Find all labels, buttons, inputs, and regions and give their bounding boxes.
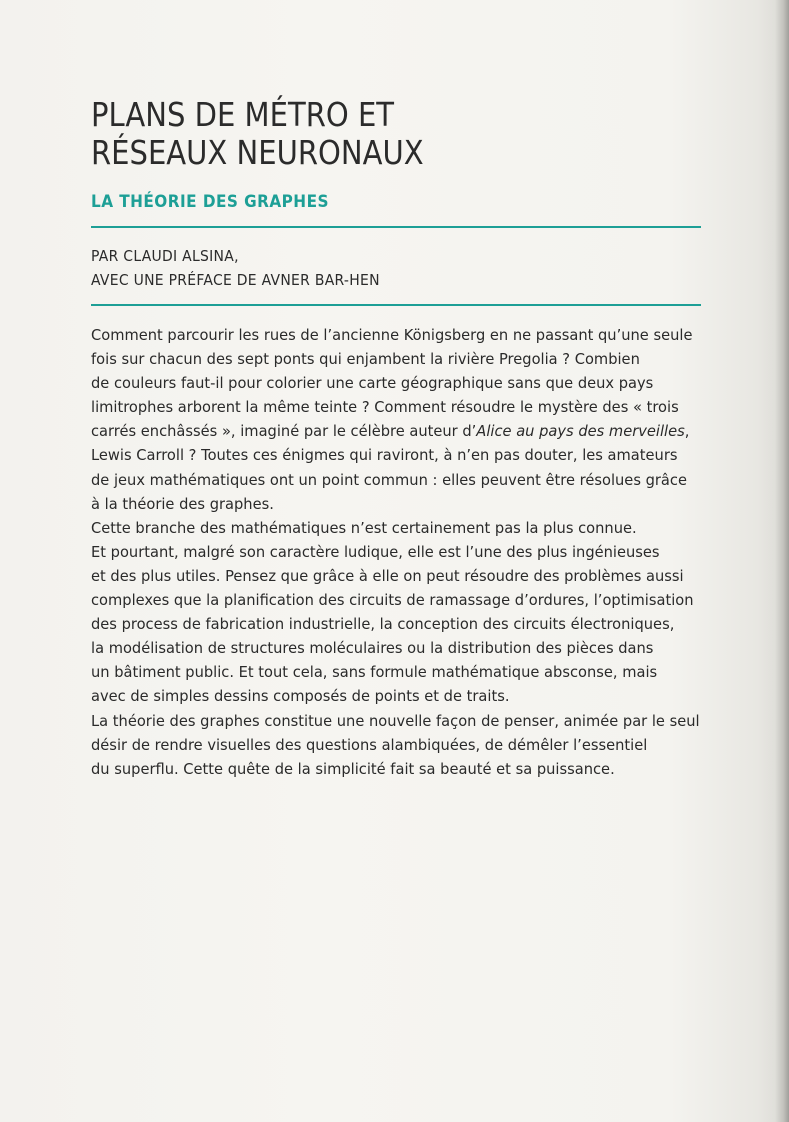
title-line-2: RÉSEAUX NEURONAUX bbox=[91, 133, 424, 172]
author-line: PAR CLAUDI ALSINA, bbox=[91, 247, 239, 265]
preface-line: AVEC UNE PRÉFACE DE AVNER BAR-HEN bbox=[91, 271, 380, 289]
blurb-line: et des plus utiles. Pensez que grâce à elle on peut résoudre des problèmes aussi bbox=[91, 566, 684, 585]
blurb-text-segment: , bbox=[684, 422, 690, 441]
blurb-line: fois sur chacun des sept ponts qui enjambent la rivière Pregolia ? Combien bbox=[91, 350, 640, 369]
blurb-line bbox=[91, 419, 715, 443]
book-reference-italic: Alice au pays des merveilles bbox=[476, 422, 685, 441]
blurb-line: Cette branche des mathématiques n’est certainement pas la plus connue. bbox=[91, 518, 637, 537]
book-title bbox=[91, 96, 698, 172]
divider-top bbox=[91, 226, 701, 228]
blurb-line: la modélisation de structures moléculaires ou la distribution des pièces dans bbox=[91, 639, 654, 658]
title-line-1: PLANS DE MÉTRO ET bbox=[91, 95, 395, 134]
blurb-line: de couleurs faut-il pour colorier une carte géographique sans que deux pays bbox=[91, 374, 654, 393]
blurb-line: limitrophes arborent la même teinte ? Comment résoudre le mystère des « trois bbox=[91, 398, 679, 417]
blurb-line: un bâtiment public. Et tout cela, sans formule mathématique absconse, mais bbox=[91, 663, 658, 682]
cover-edge-shadow bbox=[775, 0, 789, 1122]
blurb-text bbox=[91, 323, 715, 781]
blurb-line: Et pourtant, malgré son caractère ludique, elle est l’une des plus ingénieuses bbox=[91, 542, 660, 561]
cover-content bbox=[91, 96, 701, 781]
author-credits bbox=[91, 244, 705, 292]
blurb-line: complexes que la planification des circuits de ramassage d’ordures, l’optimisation bbox=[91, 591, 694, 610]
blurb-line: avec de simples dessins composés de points et de traits. bbox=[91, 687, 510, 706]
blurb-line: désir de rendre visuelles des questions alambiquées, de démêler l’essentiel bbox=[91, 735, 648, 754]
book-subtitle: LA THÉORIE DES GRAPHES bbox=[91, 192, 329, 212]
divider-bottom bbox=[91, 304, 701, 306]
blurb-text-segment: carrés enchâssés », imaginé par le célèbre auteur d’ bbox=[91, 422, 477, 441]
blurb-line: de jeux mathématiques ont un point commun : elles peuvent être résolues grâce bbox=[91, 470, 687, 489]
blurb-line: La théorie des graphes constitue une nouvelle façon de penser, animée par le seul bbox=[91, 711, 700, 730]
blurb-line: Lewis Carroll ? Toutes ces énigmes qui raviront, à n’en pas douter, les amateurs bbox=[91, 446, 678, 465]
blurb-line: du superflu. Cette quête de la simplicité fait sa beauté et sa puissance. bbox=[91, 759, 615, 778]
blurb-line: Comment parcourir les rues de l’ancienne Königsberg en ne passant qu’une seule bbox=[91, 326, 693, 344]
blurb-line: à la théorie des graphes. bbox=[91, 494, 274, 513]
blurb-line: des process de fabrication industrielle, la conception des circuits électroniques, bbox=[91, 615, 675, 634]
